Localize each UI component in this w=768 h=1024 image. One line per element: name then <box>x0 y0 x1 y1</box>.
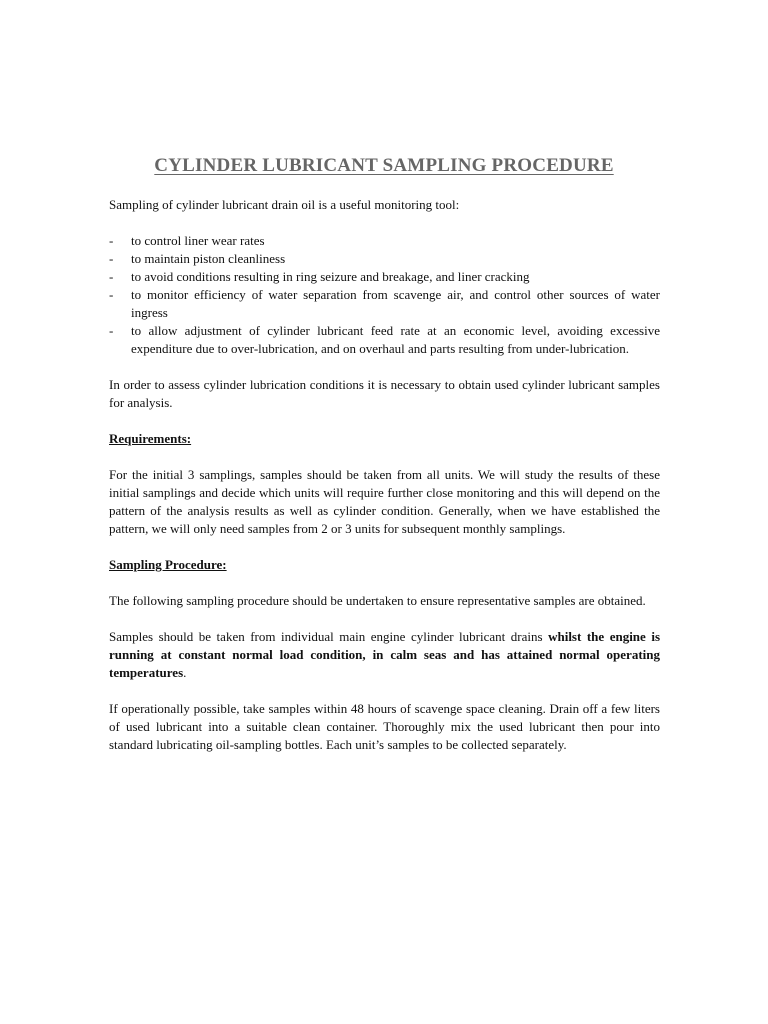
list-item <box>109 232 660 250</box>
procedure-paragraph: The following sampling procedure should be undertaken to ensure representative samples are obtained. <box>109 593 646 608</box>
bullet-dash: - <box>109 233 114 248</box>
list-item-text: to avoid conditions resulting in ring seizure and breakage, and liner cracking <box>131 269 530 284</box>
bullet-dash: - <box>109 323 114 338</box>
list-item <box>109 250 660 268</box>
purpose-list <box>109 232 660 358</box>
list-item-text: to maintain piston cleanliness <box>131 251 286 266</box>
bullet-dash: - <box>109 287 114 302</box>
assess-paragraph: In order to assess cylinder lubrication conditions it is necessary to obtain used cylinder lubricant samples for analysis. <box>109 377 660 410</box>
requirements-heading: Requirements: <box>109 431 192 446</box>
bullet-dash: - <box>109 251 114 266</box>
bullet-dash: - <box>109 269 114 284</box>
list-item-text: to allow adjustment of cylinder lubricant feed rate at an economic level, avoiding excessive expenditure due to over-lubrication, and on overhaul and parts resulting from under-lubrication. <box>131 323 660 356</box>
samples-paragraph <box>109 628 660 682</box>
list-item <box>109 286 660 322</box>
document-body <box>109 196 660 772</box>
list-item-text: to control liner wear rates <box>131 233 265 248</box>
list-item <box>109 322 660 358</box>
document-title: CYLINDER LUBRICANT SAMPLING PROCEDURE <box>154 155 614 176</box>
samples-bold-text: whilst the engine is running at constant normal load condition, in calm seas and has attained normal operating temperatures <box>109 629 660 680</box>
list-item <box>109 268 660 286</box>
samples-lead-text: Samples should be taken from individual main engine cylinder lubricant drains <box>109 629 549 644</box>
list-item-text: to monitor efficiency of water separation from scavenge air, and control other sources of water ingress <box>131 287 660 320</box>
procedure-heading: Sampling Procedure: <box>109 557 227 572</box>
requirements-paragraph: For the initial 3 samplings, samples should be taken from all units. We will study the results of these initial samplings and decide which units will require further close monitoring and this will depend on the pattern of the analysis results as well as cylinder condition. Generally, when we have established the pattern, we will only need samples from 2 or 3 units for subsequent monthly samplings. <box>109 467 660 536</box>
samples-tail-text: . <box>183 665 187 680</box>
operational-paragraph: If operationally possible, take samples within 48 hours of scavenge space cleaning. Drain off a few liters of used lubricant into a suitable clean container. Thoroughly mix the used lubricant then pour into standard lubricating oil-sampling bottles. Each unit’s samples to be collected separately. <box>109 701 660 752</box>
intro-paragraph: Sampling of cylinder lubricant drain oil is a useful monitoring tool: <box>109 197 460 212</box>
